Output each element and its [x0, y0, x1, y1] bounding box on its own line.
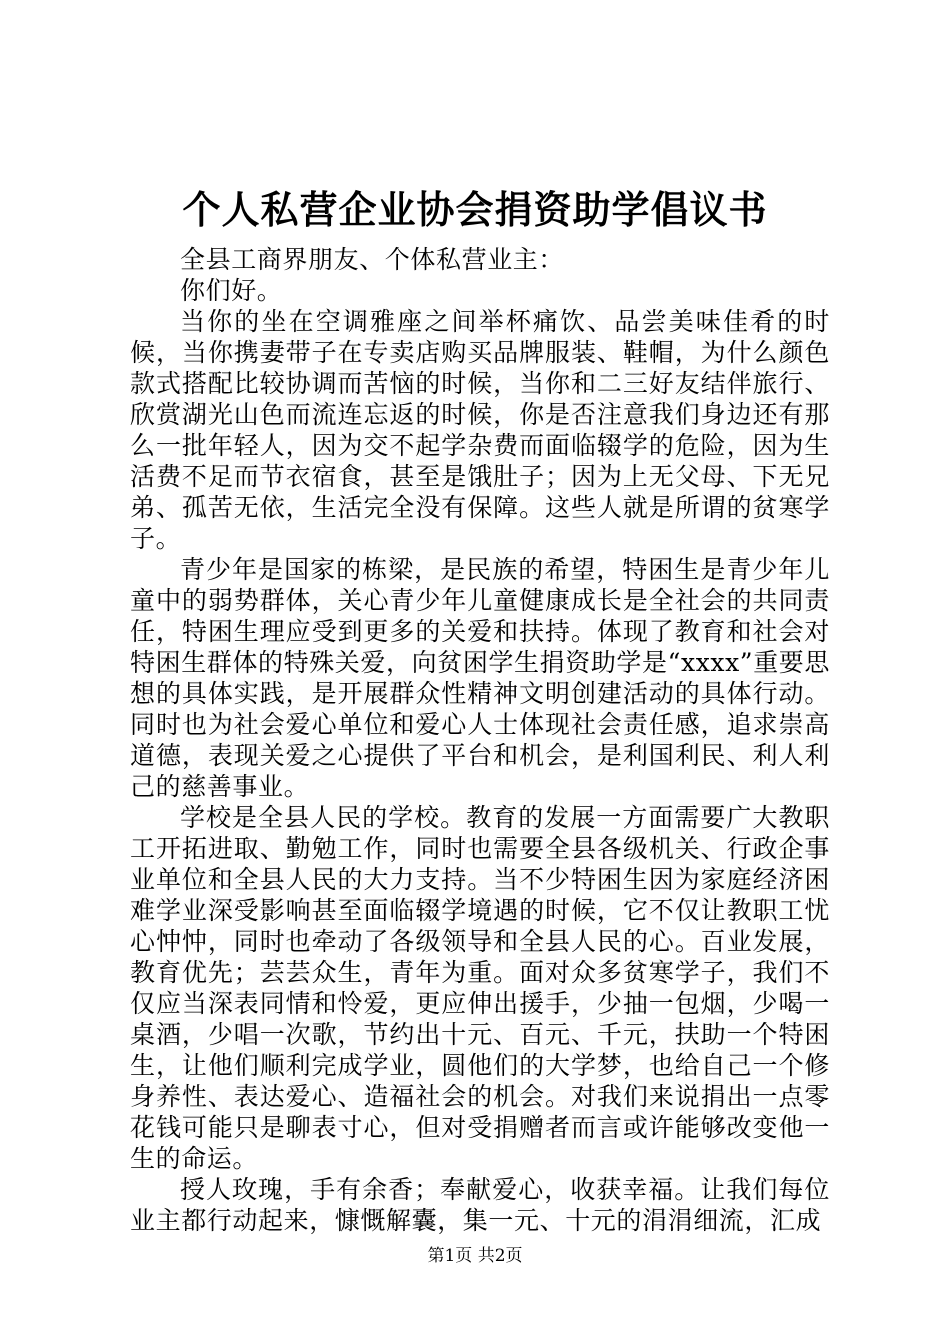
page-indicator: 第1页 共2页: [427, 1246, 523, 1266]
document-title: 个人私营企业协会捐资助学倡议书: [182, 187, 768, 232]
paragraph-2: 青少年是国家的栋梁，是民族的希望，特困生是青少年儿童中的弱势群体，关心青少年儿童健康成长是全社会的共同责任，特困生理应受到更多的关爱和扶持。体现了教育和社会对特困生群体的特殊关爱，向贫困学生捐资助学是“xxxx”重要思想的具体实践，是开展群众性精神文明创建活动的具体行动。同时也为社会爱心单位和爱心人士体现社会责任感，追求崇高道德，表现关爱之心提供了平台和机会，是利国利民、利人利己的慈善事业。: [130, 555, 830, 801]
salutation: 全县工商界朋友、个体私营业主：: [180, 245, 565, 274]
paragraph-1: 当你的坐在空调雅座之间举杯痛饮、品尝美味佳肴的时候，当你携妻带子在专卖店购买品牌服装、鞋帽，为什么颜色款式搭配比较协调而苦恼的时候，当你和二三好友结伴旅行、欣赏湖光山色而流连忘返的时候，你是否注意我们身边还有那么一批年轻人，因为交不起学杂费而面临辍学的危险，因为生活费不足而节衣宿食，甚至是饿肚子；因为上无父母、下无兄弟、孤苦无依，生活完全没有保障。这些人就是所谓的贫寒学子。: [130, 307, 830, 553]
document-body: [130, 244, 830, 1236]
greeting: 你们好。: [180, 276, 283, 305]
paragraph-3: 学校是全县人民的学校。教育的发展一方面需要广大教职工开拓进取、勤勉工作，同时也需要全县各级机关、行政企事业单位和全县人民的大力支持。当不少特困生因为家庭经济困难学业深受影响甚至面临辍学境遇的时候，它不仅让教职工忧心忡忡，同时也牵动了各级领导和全县人民的心。百业发展，教育优先；芸芸众生，青年为重。面对众多贫寒学子，我们不仅应当深表同情和怜爱，更应伸出援手，少抽一包烟，少喝一桌酒，少唱一次歌，节约出十元、百元、千元，扶助一个特困生，让他们顺利完成学业，圆他们的大学梦，也给自己一个修身养性、表达爱心、造福社会的机会。对我们来说捐出一点零花钱可能只是聊表寸心，但对受捐赠者而言或许能够改变他一生的命运。: [130, 803, 830, 1173]
paragraph-4: 授人玫瑰，手有余香；奉献爱心，收获幸福。让我们每位业主都行动起来，慷慨解囊，集一元、十元的涓涓细流，汇成: [130, 1175, 830, 1235]
